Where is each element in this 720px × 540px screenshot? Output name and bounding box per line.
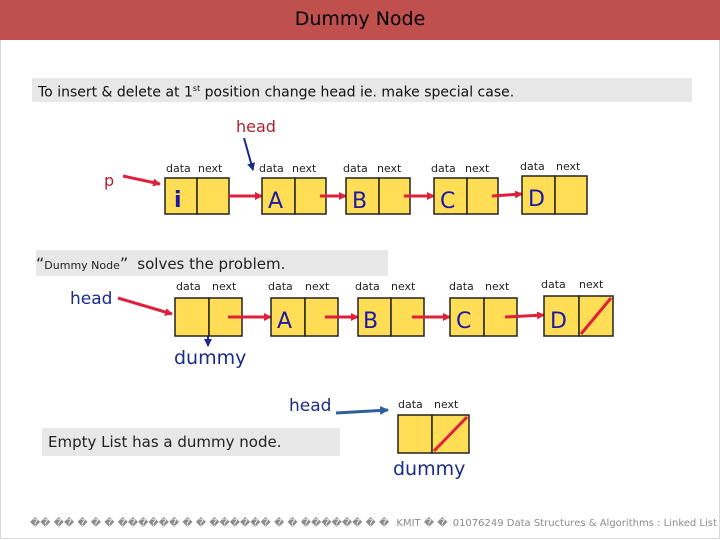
intro-suffix: position change head ie. make special case. <box>200 84 515 101</box>
p-arrow <box>123 176 160 184</box>
link-arrow <box>505 315 544 317</box>
footer-glyphs: � � <box>423 518 448 529</box>
field-data-label: data <box>343 162 368 175</box>
dummy-label: dummy <box>393 458 466 480</box>
field-next-label: next <box>292 162 317 175</box>
field-next-label: next <box>212 280 237 293</box>
node-a <box>268 280 338 336</box>
node-a <box>259 162 326 214</box>
field-next-label: next <box>579 278 604 291</box>
diagram-original-list <box>104 117 587 214</box>
field-data-label: data <box>355 280 380 293</box>
node-d <box>541 278 613 336</box>
node-c <box>431 162 498 214</box>
node-i <box>165 162 229 214</box>
head-label: head <box>236 117 276 136</box>
dummy-node <box>175 280 242 336</box>
field-next-label: next <box>465 162 490 175</box>
node-letter: B <box>363 309 379 334</box>
node-letter: D <box>550 309 567 334</box>
footer-left: �� �� � � � ������ � � ������ � � ������ � � <box>30 518 390 529</box>
field-data-label: data <box>268 280 293 293</box>
node-letter: i <box>174 188 182 213</box>
node-d <box>520 160 587 214</box>
slide-title: Dummy Node <box>294 8 426 30</box>
node-letter: A <box>268 189 284 214</box>
field-data-label: data <box>166 162 191 175</box>
node-b <box>355 280 424 336</box>
head-label: head <box>289 396 332 416</box>
field-next-label: next <box>377 162 402 175</box>
diagram-list-with-dummy <box>70 278 613 369</box>
node-letter: B <box>352 189 368 214</box>
field-next-label: next <box>305 280 330 293</box>
solves-text: solves the problem. <box>137 255 286 273</box>
field-data-label: data <box>259 162 284 175</box>
head-arrow <box>244 138 253 170</box>
node-c <box>449 280 517 336</box>
node-b <box>343 162 410 214</box>
diagram-empty-list <box>289 396 469 480</box>
field-data-label: data <box>541 278 566 291</box>
field-data-label: data <box>398 398 423 411</box>
head-arrow <box>118 298 172 314</box>
field-data-label: data <box>449 280 474 293</box>
head-arrow <box>336 410 388 413</box>
field-data-label: data <box>431 162 456 175</box>
footer-kmit: KMIT <box>396 518 421 529</box>
field-next-label: next <box>198 162 223 175</box>
node-letter: C <box>456 309 472 334</box>
field-next-label: next <box>391 280 416 293</box>
node-letter: A <box>277 309 293 334</box>
head-label: head <box>70 289 113 309</box>
intro-prefix: To insert & delete at 1 <box>38 84 193 101</box>
node-letter: C <box>440 189 456 214</box>
quote-open: “ <box>36 254 45 273</box>
quote-close: ” <box>119 254 129 273</box>
field-next-label: next <box>556 160 581 173</box>
field-next-label: next <box>485 280 510 293</box>
dummy-label: dummy <box>174 347 247 369</box>
empty-list-note: Empty List has a dummy node. <box>42 428 340 456</box>
link-arrow <box>492 194 522 196</box>
dummy-node-term: Dummy Node <box>44 259 120 272</box>
field-data-label: data <box>176 280 201 293</box>
slide-footer <box>30 518 717 529</box>
footer-course: 01076249 Data Structures & Algorithms : Linked List <box>452 518 717 529</box>
dummy-node <box>398 415 469 453</box>
p-label: p <box>104 171 115 190</box>
field-data-label: data <box>520 160 545 173</box>
field-next-label: next <box>434 398 459 411</box>
node-letter: D <box>528 187 545 212</box>
intro-superscript: st <box>192 84 201 93</box>
